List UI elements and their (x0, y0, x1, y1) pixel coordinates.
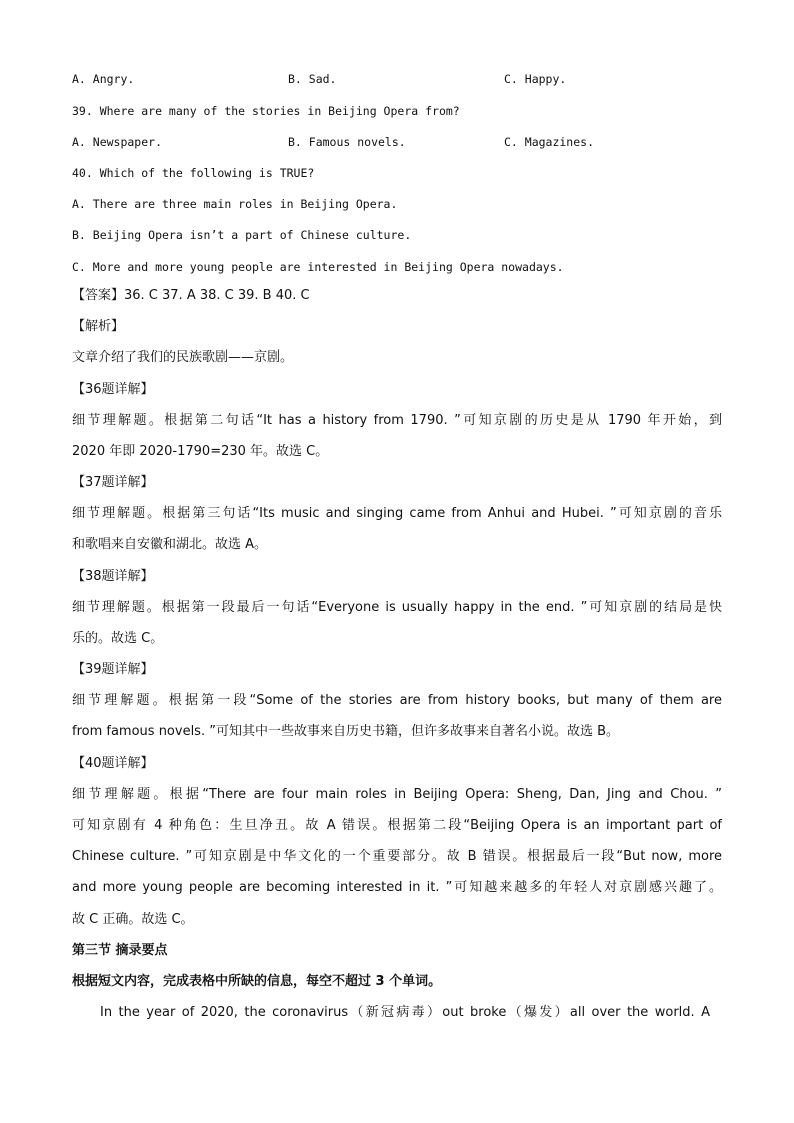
detail-36-line-2: 2020 年即 2020-1790=230 年。故选 C。 (72, 444, 329, 459)
detail-40-line-2: 可知京剧有 4 种角色：生旦净丑。故 A 错误。根据第二段“Beijing Opera is an important part of (72, 818, 722, 833)
q40-option-a: A. There are three main roles in Beijing Opera. (72, 197, 398, 211)
q40-option-c: C. More and more young people are interested in Beijing Opera nowadays. (72, 260, 564, 274)
detail-38-line-1: 细节理解题。根据第一段最后一句话“Everyone is usually happy in the end. ”可知京剧的结局是快 (72, 600, 722, 615)
passage-first-line: In the year of 2020, the coronavirus（新冠病毒）out broke（爆发）all over the world. A (100, 1005, 710, 1020)
section-title: 第三节 摘录要点 (72, 943, 168, 958)
analysis-intro: 文章介绍了我们的民族歌剧——京剧。 (72, 350, 294, 365)
detail-36-line-1: 细节理解题。根据第二句话“It has a history from 1790. ”可知京剧的历史是从 1790 年开始，到 (72, 413, 722, 428)
detail-40-line-5: 故 C 正确。故选 C。 (72, 912, 194, 927)
q39-option-a: A. Newspaper. (72, 135, 163, 149)
q39-stem: 39. Where are many of the stories in Beijing Opera from? (72, 104, 460, 118)
q40-option-b: B. Beijing Opera isn’t a part of Chinese culture. (72, 228, 412, 242)
q39-option-c: C. Magazines. (504, 135, 595, 149)
answer-line: 【答案】36. C 37. A 38. C 39. B 40. C (72, 288, 310, 303)
detail-40-line-4: and more young people are becoming interested in it. ”可知越来越多的年轻人对京剧感兴趣了。 (72, 880, 722, 895)
detail-38-title: 【38题详解】 (72, 569, 154, 584)
detail-36-title: 【36题详解】 (72, 382, 154, 397)
detail-37-title: 【37题详解】 (72, 475, 154, 490)
q39-option-b: B. Famous novels. (288, 135, 406, 149)
detail-37-line-1: 细节理解题。根据第三句话“Its music and singing came from Anhui and Hubei. ”可知京剧的音乐 (72, 506, 722, 521)
instruction: 根据短文内容，完成表格中所缺的信息，每空不超过 3 个单词。 (72, 974, 442, 989)
analysis-title: 【解析】 (72, 319, 125, 334)
detail-40-line-3: Chinese culture. ”可知京剧是中华文化的一个重要部分。故 B 错误。根据最后一段“But now, more (72, 849, 722, 864)
q40-stem: 40. Which of the following is TRUE? (72, 166, 315, 180)
detail-39-line-2: from famous novels. ”可知其中一些故事来自历史书籍，但许多故事来自著名小说。故选 B。 (72, 724, 620, 739)
detail-39-line-1: 细节理解题。根据第一段“Some of the stories are from history books, but many of them are (72, 693, 722, 708)
detail-38-line-2: 乐的。故选 C。 (72, 631, 164, 646)
detail-39-title: 【39题详解】 (72, 662, 154, 677)
detail-40-title: 【40题详解】 (72, 756, 154, 771)
q38-option-c: C. Happy. (504, 72, 567, 86)
q38-option-b: B. Sad. (288, 72, 337, 86)
detail-37-line-2: 和歌唱来自安徽和湖北。故选 A。 (72, 537, 268, 552)
q38-option-a: A. Angry. (72, 72, 135, 86)
detail-40-line-1: 细节理解题。根据“There are four main roles in Beijing Opera: Sheng, Dan, Jing and Chou. ” (72, 787, 722, 802)
